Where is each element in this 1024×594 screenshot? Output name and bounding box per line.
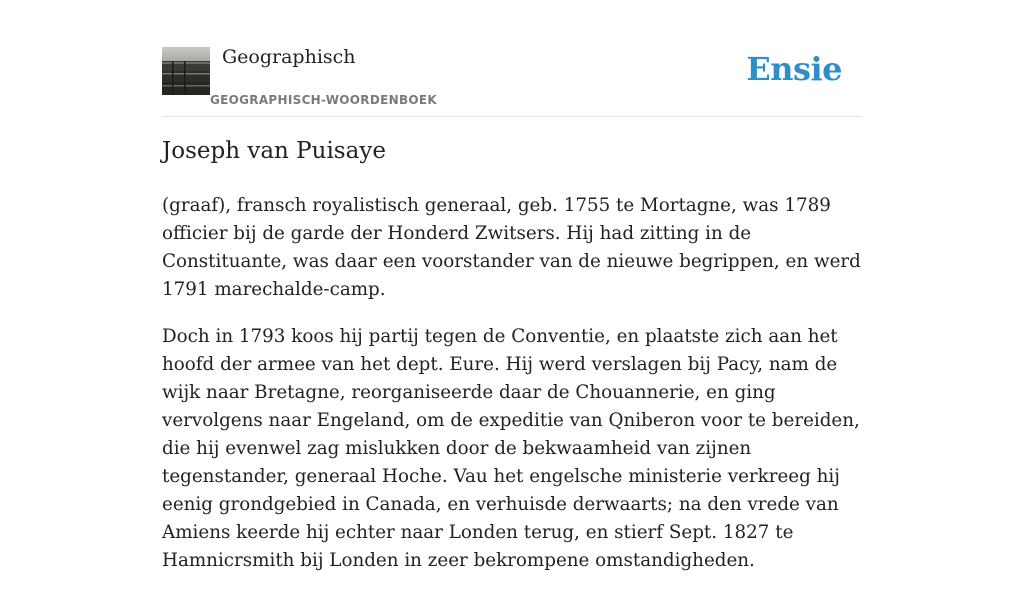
ensie-logo[interactable]: Ensie [746,50,842,88]
books-image [162,47,210,95]
source-title[interactable]: Geographisch [222,46,356,68]
article-title: Joseph van Puisaye [162,138,386,164]
article-paragraph: Doch in 1793 koos hij partij tegen de Conventie, en plaatste zich aan het hoofd der armee van het dept. Eure. Hij werd verslagen bij Pacy, nam de wijk naar Bretagne, reorganiseerde daar de Chouannerie, en ging vervolgens naar Engeland, om de expeditie van Qniberon voor te bereiden, die hij evenwel zag mislukken door de bekwaamheid van zijnen tegenstander, generaal Hoche. Vau het engelsche ministerie verkreeg hij eenig grondgebied in Canada, en verhuisde derwaarts; na den vrede van Amiens keerde hij echter naar Londen terug, en stierf Sept. 1827 te Hamnicrsmith bij Londen in zeer bekrompene omstandigheden. [162,326,860,571]
header [162,46,862,117]
source-subtitle[interactable]: GEOGRAPHISCH-WOORDENBOEK [210,93,437,107]
source-avatar[interactable] [162,47,210,95]
article-body [162,192,862,594]
article-paragraph: (graaf), fransch royalistisch generaal, geb. 1755 te Mortagne, was 1789 officier bij de garde der Honderd Zwitsers. Hij had zitting in de Constituante, was daar een voorstander van de nieuwe begrippen, en werd 1791 marechalde-camp. [162,195,861,300]
